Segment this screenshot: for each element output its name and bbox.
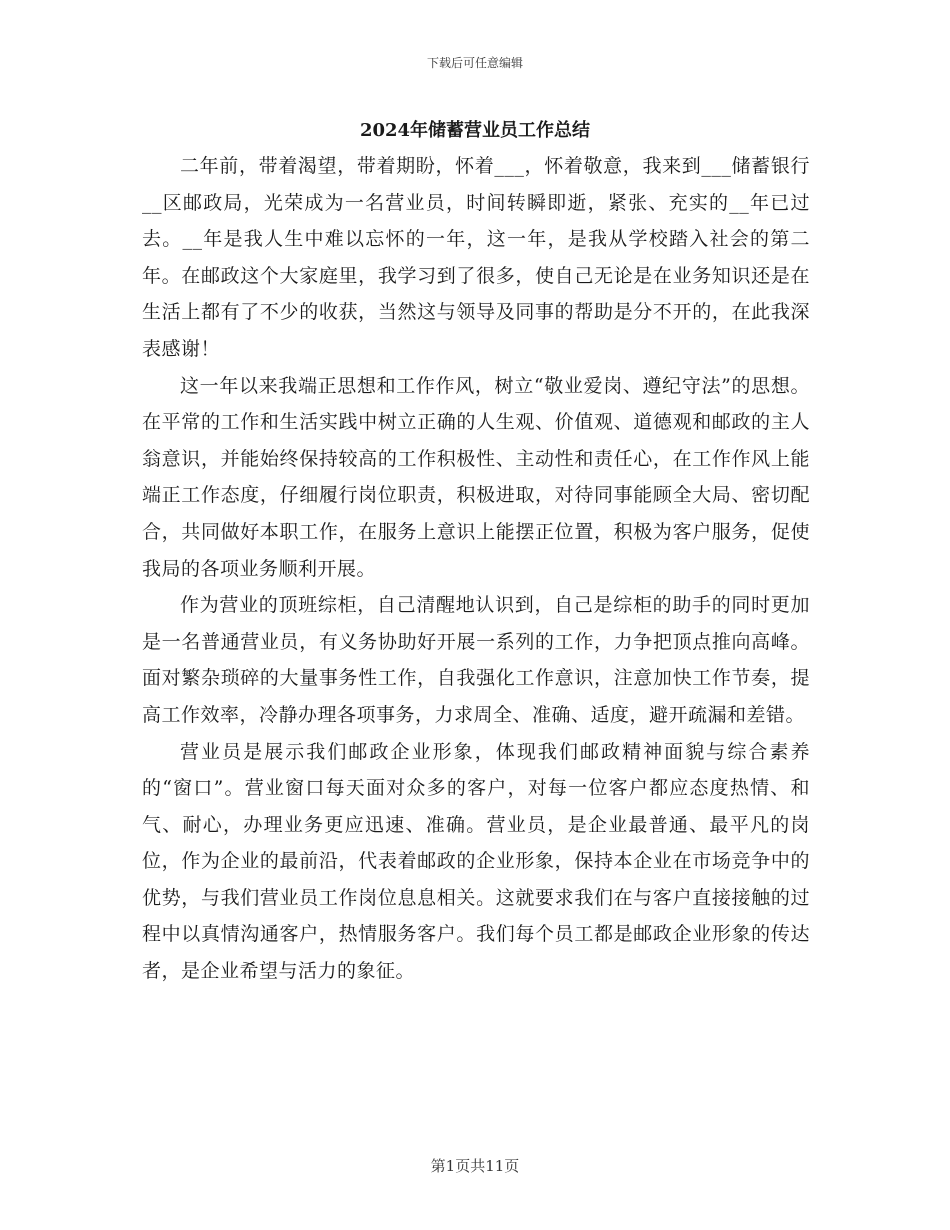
- paragraph-1: 二年前，带着渴望，带着期盼，怀着___，怀着敬意，我来到___储蓄银行__区邮政局，光荣成为一名营业员，时间转瞬即逝，紧张、充实的__年已过去。__年是我人生中难以忘怀的一年，这一年，是我从学校踏入社会的第二年。在邮政这个大家庭里，我学习到了很多，使自己无论是在业务知识还是在生活上都有了不少的收获，当然这与领导及同事的帮助是分不开的，在此我深表感谢！: [142, 155, 810, 360]
- document-title: 2024年储蓄营业员工作总结: [359, 120, 591, 141]
- header-note: 下载后可任意编辑: [426, 56, 523, 70]
- paragraph-4: 营业员是展示我们邮政企业形象，体现我们邮政精神面貌与综合素养的“窗口”。营业窗口每天面对众多的客户，对每一位客户都应态度热情、和气、耐心，办理业务更应迅速、准确。营业员，是企业最普通、最平凡的岗位，作为企业的最前沿，代表着邮政的企业形象，保持本企业在市场竞争中的优势，与我们营业员工作岗位息息相关。这就要求我们在与客户直接接触的过程中以真情沟通客户，热情服务客户。我们每个员工都是邮政企业形象的传达者，是企业希望与活力的象征。: [142, 740, 810, 983]
- document-body: [142, 148, 810, 990]
- paragraph-2: 这一年以来我端正思想和工作作风，树立“敬业爱岗、遵纪守法”的思想。在平常的工作和生活实践中树立正确的人生观、价值观、道德观和邮政的主人翁意识，并能始终保持较高的工作积极性、主动性和责任心，在工作作风上能端正工作态度，仔细履行岗位职责，积极进取，对待同事能顾全大局、密切配合，共同做好本职工作，在服务上意识上能摆正位置，积极为客户服务，促使我局的各项业务顺利开展。: [142, 374, 810, 580]
- paragraph-3: 作为营业的顶班综柜，自己清醒地认识到，自己是综柜的助手的同时更加是一名普通营业员，有义务协助好开展一系列的工作，力争把顶点推向高峰。面对繁杂琐碎的大量事务性工作，自我强化工作意识，注意加快工作节奏，提高工作效率，冷静办理各项事务，力求周全、准确、适度，避开疏漏和差错。: [142, 594, 810, 726]
- page-number: 第1页共11页: [430, 1157, 520, 1175]
